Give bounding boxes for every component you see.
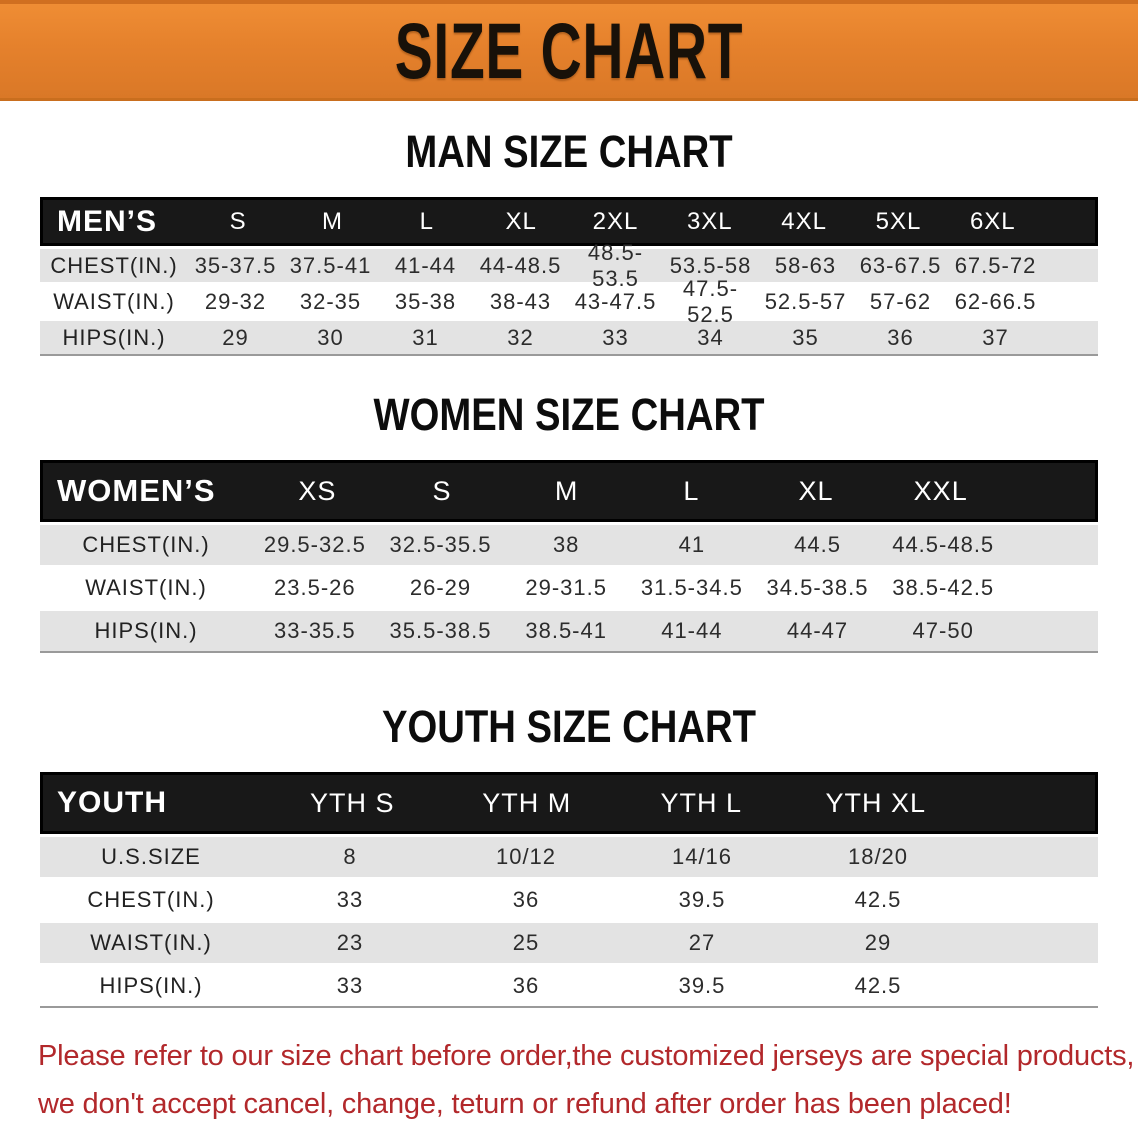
women-size-section [0,356,1138,653]
cell-value: 44.5 [794,532,841,557]
row-label: HIPS(IN.) [99,973,203,998]
cell-value: 25 [512,930,540,955]
row-label: CHEST(IN.) [50,252,178,278]
table-header-label: WOMEN’S [57,473,216,508]
row-label: CHEST(IN.) [87,887,215,912]
cell-value: 8 [343,844,357,869]
column-header: 6XL [969,207,1016,235]
table-row [40,275,1098,327]
table-row [40,837,1098,877]
cell-value: 31 [412,324,439,350]
man-size-heading: MAN SIZE CHART [405,126,733,177]
row-label: HIPS(IN.) [62,324,166,350]
cell-value: 36 [512,973,540,998]
cell-value: 32.5-35.5 [389,532,492,557]
man-size-section [0,101,1138,356]
cell-value: 10/12 [495,844,557,869]
cell-value: 29.5-32.5 [263,532,366,557]
cell-value: 38.5-42.5 [892,575,995,600]
order-notice-line1: Please refer to our size chart before order,the customized jerseys are special products, [38,1040,1135,1072]
cell-value: 33 [602,324,629,350]
cell-value: 23 [336,930,364,955]
cell-value: 36 [887,324,914,350]
cell-value: 35.5-38.5 [389,618,492,643]
order-notice [0,1032,1138,1128]
order-notice-line2: we don't accept cancel, change, teturn or refund after order has been placed! [38,1088,1012,1120]
column-header: 2XL [592,207,639,235]
cell-value: 38.5-41 [525,618,607,643]
man-size-table [40,197,1098,356]
cell-value: 53.5-58 [669,252,752,278]
cell-value: 29-32 [204,288,267,314]
cell-value: 43-47.5 [574,288,657,314]
table-row [40,923,1098,963]
cell-value: 57-62 [869,288,932,314]
cell-value: 36 [512,887,540,912]
women-size-heading: WOMEN SIZE CHART [373,389,765,440]
cell-value: 33-35.5 [274,618,356,643]
table-row [40,321,1098,354]
banner-title: SIZE CHART [394,6,744,95]
table-row [40,525,1098,565]
row-label: CHEST(IN.) [82,532,210,557]
row-label: WAIST(IN.) [53,288,175,314]
cell-value: 42.5 [854,887,902,912]
cell-value: 33 [336,973,364,998]
cell-value: 29 [864,930,892,955]
cell-value: 34.5-38.5 [766,575,869,600]
cell-value: 37.5-41 [289,252,372,278]
cell-value: 35-38 [394,288,457,314]
cell-value: 23.5-26 [274,575,356,600]
table-row [40,880,1098,920]
cell-value: 18/20 [847,844,909,869]
cell-value: 35 [792,324,819,350]
column-header: YTH M [482,787,572,818]
cell-value: 38 [552,532,580,557]
cell-value: 31.5-34.5 [640,575,743,600]
column-header: M [321,207,343,235]
banner [0,0,1138,101]
cell-value: 41-44 [394,252,457,278]
youth-size-table [40,772,1098,1008]
table-header-row [40,460,1098,522]
cell-value: 30 [317,324,344,350]
cell-value: 62-66.5 [954,288,1037,314]
cell-value: 26-29 [409,575,472,600]
column-header: XL [505,207,537,235]
cell-value: 35-37.5 [194,252,277,278]
cell-value: 41 [678,532,706,557]
cell-value: 47-50 [912,618,974,643]
cell-value: 14/16 [671,844,733,869]
cell-value: 52.5-57 [764,288,847,314]
table-header-row [40,772,1098,834]
table-header-label: MEN’S [57,204,158,238]
column-header: XS [298,475,337,506]
cell-value: 39.5 [678,973,726,998]
column-header: 5XL [875,207,922,235]
column-header: XL [798,475,834,506]
table-row [40,239,1098,291]
youth-size-heading: YOUTH SIZE CHART [381,701,756,752]
cell-value: 32-35 [299,288,362,314]
cell-value: 29 [222,324,249,350]
cell-value: 58-63 [774,252,837,278]
column-header: 4XL [781,207,827,235]
table-header-label: YOUTH [57,786,167,819]
cell-value: 44-48.5 [479,252,562,278]
row-label: WAIST(IN.) [90,930,212,955]
column-header: YTH S [309,787,395,818]
cell-value: 44-47 [786,618,849,643]
column-header: L [419,207,434,235]
cell-value: 38-43 [489,288,552,314]
cell-value: 41-44 [661,618,723,643]
cell-value: 29-31.5 [525,575,607,600]
column-header: M [554,475,579,506]
column-header: S [432,475,452,506]
cell-value: 48.5-53.5 [587,239,644,291]
cell-value: 37 [982,324,1009,350]
column-header: YTH L [660,787,743,818]
row-label: U.S.SIZE [101,844,201,869]
cell-value: 44.5-48.5 [892,532,995,557]
cell-value: 67.5-72 [954,252,1037,278]
youth-size-section [0,653,1138,1008]
cell-value: 39.5 [678,887,726,912]
cell-value: 34 [697,324,724,350]
table-row [40,568,1098,608]
column-header: YTH XL [825,787,927,818]
column-header: 3XL [686,207,733,235]
row-label: WAIST(IN.) [85,575,207,600]
row-label: HIPS(IN.) [94,618,198,643]
cell-value: 27 [688,930,716,955]
cell-value: 32 [507,324,534,350]
column-header: S [229,207,247,235]
cell-value: 63-67.5 [859,252,942,278]
women-size-table [40,460,1098,653]
cell-value: 47.5-52.5 [682,275,739,327]
cell-value: 42.5 [854,973,902,998]
table-row [40,611,1098,651]
column-header: L [683,475,700,506]
cell-value: 33 [336,887,364,912]
table-row [40,966,1098,1006]
column-header: XXL [913,475,968,506]
